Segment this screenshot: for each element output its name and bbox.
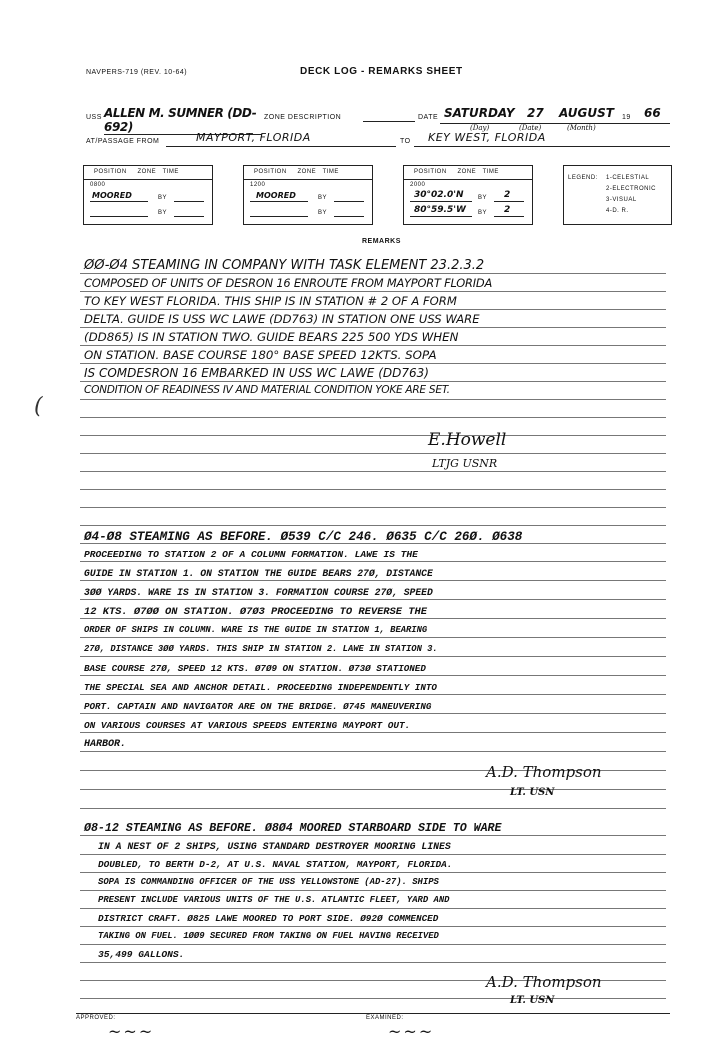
by-label: BY	[478, 210, 488, 216]
month-value: AUGUST	[559, 106, 614, 120]
ruled-line	[80, 962, 666, 963]
ruled-line	[80, 417, 666, 418]
by-label: BY	[158, 195, 168, 201]
entry-line: COMPOSED OF UNITS OF DESRON 16 ENROUTE FROM MAYPORT FLORIDA	[84, 276, 493, 290]
entry-line: (DD865) IS IN STATION TWO. GUIDE BEARS 225 500 YDS WHEN	[84, 330, 459, 344]
by-line-2	[334, 208, 364, 217]
signature-2: A.D. Thompson	[486, 763, 602, 781]
to-place: KEY WEST, FLORIDA	[428, 131, 546, 144]
from-underline	[166, 146, 396, 147]
rank-3: LT. USN	[510, 995, 555, 1006]
date-caption: (Date)	[519, 124, 542, 132]
log-entry-00-04	[84, 258, 670, 408]
entry-line: 27Ø, DISTANCE 3ØØ YARDS. THIS SHIP IN STATION 2. LAWE IN STATION 3.	[84, 644, 438, 654]
position-time: 1200	[250, 182, 266, 188]
date-value: 27	[527, 106, 544, 120]
entry-line: Ø8-12 STEAMING AS BEFORE. Ø8Ø4 MOORED STARBOARD SIDE TO WARE	[84, 822, 502, 835]
rank-2: LT. USN	[510, 787, 555, 798]
from-place: MAYPORT, FLORIDA	[196, 131, 311, 144]
entry-line: 3ØØ YARDS. WARE IS IN STATION 3. FORMATION COURSE 27Ø, SPEED	[84, 587, 433, 598]
position-line-2-rule	[250, 207, 308, 217]
ruled-line	[80, 489, 666, 490]
rank-1: LTJG USNR	[432, 457, 498, 470]
to-underline	[414, 146, 670, 147]
entry-line: DELTA. GUIDE IS USS WC LAWE (DD763) IN STATION ONE USS WARE	[84, 312, 480, 326]
entry-line: CONDITION OF READINESS IV AND MATERIAL CONDITION YOKE ARE SET.	[84, 384, 450, 396]
legend-title: LEGEND:	[568, 175, 598, 181]
log-entry-08-12	[84, 822, 670, 962]
year-prefix: 19	[622, 114, 631, 121]
day-value: SATURDAY	[444, 106, 515, 120]
ruled-line	[80, 471, 666, 472]
by-line-2	[174, 208, 204, 217]
entry-line: TAKING ON FUEL. 1ØØ9 SECURED FROM TAKING ON FUEL HAVING RECEIVED	[98, 931, 439, 941]
position-line-1-rule	[90, 192, 148, 202]
signature-3: A.D. Thompson	[486, 973, 602, 991]
entry-line: IN A NEST OF 2 SHIPS, USING STANDARD DESTROYER MOORING LINES	[98, 841, 451, 852]
entry-line: PROCEEDING TO STATION 2 OF A COLUMN FORMATION. LAWE IS THE	[84, 549, 418, 560]
legend-box	[563, 165, 672, 225]
by-label: BY	[158, 210, 168, 216]
entry-line: BASE COURSE 27Ø, SPEED 12 KTS. Ø7Ø9 ON STATION. Ø73Ø STATIONED	[84, 663, 426, 674]
legend-item: 2-ELECTRONIC	[606, 186, 657, 192]
ship-name: ALLEN M. SUMNER (DD-692)	[104, 106, 262, 135]
ruled-line	[80, 525, 666, 526]
entry-line: 35,499 GALLONS.	[98, 949, 185, 960]
position-longitude: 80°59.5'W	[414, 205, 466, 215]
footer-rule	[76, 1013, 670, 1014]
passage-label: AT/PASSAGE FROM	[86, 138, 160, 145]
date-label: DATE	[418, 114, 439, 121]
to-label: TO	[400, 138, 411, 145]
uss-label: USS	[86, 114, 102, 121]
entry-line: IS COMDESRON 16 EMBARKED IN USS WC LAWE (DD763)	[84, 366, 429, 380]
year-value: 66	[644, 106, 661, 120]
signature-1: E.Howell	[428, 430, 507, 450]
position-line-1-rule	[410, 192, 472, 202]
by-label: BY	[318, 210, 328, 216]
position-box-header: POSITION ZONE TIME	[94, 169, 179, 175]
legend-item: 3-VISUAL	[606, 197, 637, 203]
log-entry-04-08	[84, 530, 670, 750]
entry-line: PORT. CAPTAIN AND NAVIGATOR ARE ON THE BRIDGE. Ø745 MANEUVERING	[84, 701, 432, 712]
zone-description-value	[363, 113, 415, 122]
position-box-0800	[83, 165, 213, 225]
entry-line: 12 KTS. Ø7ØØ ON STATION. Ø7Ø3 PROCEEDING TO REVERSE THE	[84, 606, 427, 618]
form-number: NAVPERS-719 (REV. 10-64)	[86, 69, 188, 76]
by-value-1: 2	[504, 190, 511, 200]
form-title: DECK LOG - REMARKS SHEET	[300, 66, 463, 77]
position-box-1200	[243, 165, 373, 225]
by-line-2	[494, 208, 524, 217]
by-value-2: 2	[504, 205, 511, 215]
by-label: BY	[318, 195, 328, 201]
zone-description-label: ZONE DESCRIPTION	[264, 114, 342, 121]
ruled-line	[80, 435, 666, 436]
approved-label: APPROVED:	[76, 1015, 116, 1021]
approved-signature: ~~~	[108, 1022, 155, 1041]
header-rule	[84, 179, 212, 180]
month-caption: (Month)	[567, 124, 596, 132]
entry-line: DISTRICT CRAFT. Ø825 LAWE MOORED TO PORT SIDE. Ø92Ø COMMENCED	[98, 913, 439, 924]
by-line-1	[334, 193, 364, 202]
by-line-1	[174, 193, 204, 202]
ruled-line	[80, 808, 666, 809]
ruled-line	[80, 789, 666, 790]
position-box-2000	[403, 165, 533, 225]
entry-line: GUIDE IN STATION 1. ON STATION THE GUIDE BEARS 27Ø, DISTANCE	[84, 568, 433, 579]
position-line-1-rule	[250, 192, 308, 202]
entry-line: PRESENT INCLUDE VARIOUS UNITS OF THE U.S. ATLANTIC FLEET, YARD AND	[98, 895, 450, 905]
ruled-line	[80, 453, 666, 454]
position-line-2-rule	[90, 207, 148, 217]
position-time: 0800	[90, 182, 106, 188]
position-line-2-rule	[410, 207, 472, 217]
ruled-line	[80, 998, 666, 999]
entry-line: SOPA IS COMMANDING OFFICER OF THE USS YELLOWSTONE (AD-27). SHIPS	[98, 877, 439, 887]
entry-line: TO KEY WEST FLORIDA. THIS SHIP IS IN STATION # 2 OF A FORM	[84, 294, 457, 308]
position-line-1: MOORED	[92, 191, 132, 200]
entry-line: HARBOR.	[84, 739, 127, 750]
examined-signature: ~~~	[388, 1022, 435, 1041]
remarks-heading: REMARKS	[362, 238, 401, 245]
position-line-1: MOORED	[256, 191, 296, 200]
entry-line: ORDER OF SHIPS IN COLUMN. WARE IS THE GUIDE IN STATION 1, BEARING	[84, 625, 428, 635]
entry-line: ØØ-Ø4 STEAMING IN COMPANY WITH TASK ELEMENT 23.2.3.2	[84, 258, 485, 273]
ruled-line	[80, 751, 666, 752]
legend-item: 4-D. R.	[606, 208, 629, 214]
entry-line: ON STATION. BASE COURSE 180° BASE SPEED 12KTS. SOPA	[84, 348, 437, 362]
legend-item: 1-CELESTIAL	[606, 175, 650, 181]
day-caption: (Day)	[470, 124, 490, 132]
entry-line: THE SPECIAL SEA AND ANCHOR DETAIL. PROCEEDING INDEPENDENTLY INTO	[84, 682, 437, 693]
header-rule	[244, 179, 372, 180]
header-rule	[404, 179, 532, 180]
position-box-header: POSITION ZONE TIME	[414, 169, 499, 175]
margin-mark: (	[34, 394, 43, 419]
examined-label: EXAMINED:	[366, 1015, 404, 1021]
entry-line: DOUBLED, TO BERTH D-2, AT U.S. NAVAL STATION, MAYPORT, FLORIDA.	[98, 859, 453, 870]
position-time: 2000	[410, 182, 426, 188]
position-box-header: POSITION ZONE TIME	[254, 169, 339, 175]
ruled-line	[80, 507, 666, 508]
entry-line: Ø4-Ø8 STEAMING AS BEFORE. Ø539 C/C 246. Ø635 C/C 26Ø. Ø638	[84, 530, 523, 544]
entry-line: ON VARIOUS COURSES AT VARIOUS SPEEDS ENTERING MAYPORT OUT.	[84, 720, 411, 731]
by-label: BY	[478, 195, 488, 201]
position-latitude: 30°02.0'N	[414, 190, 464, 200]
by-line-1	[494, 193, 524, 202]
